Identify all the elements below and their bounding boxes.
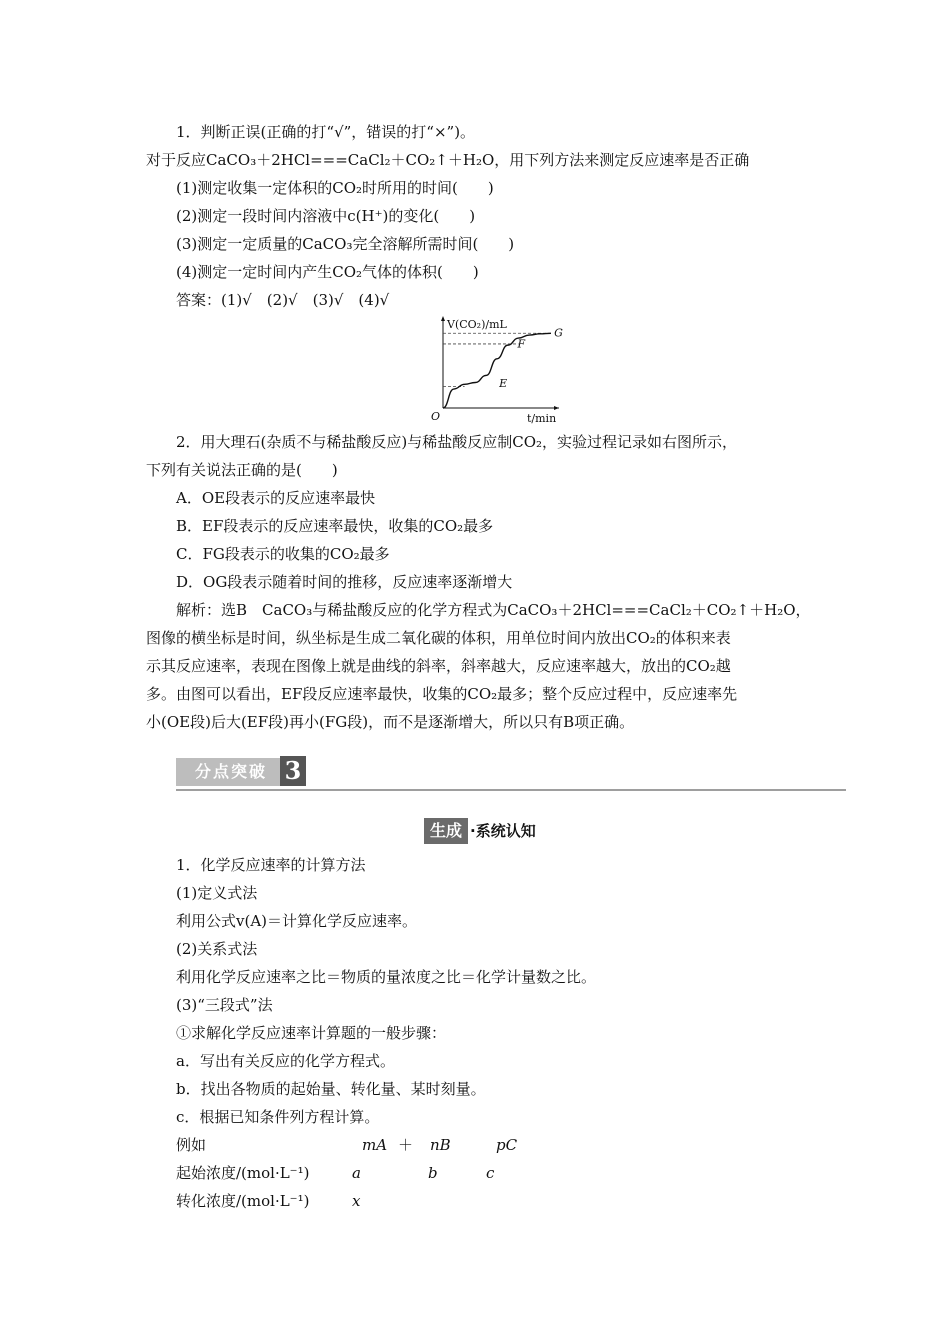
s3-line: 利用公式v(A)＝计算化学反应速率。 (176, 912, 418, 930)
q1-item: (1)测定收集一定体积的CO₂时所用的时间( ) (176, 179, 494, 197)
y-axis-arrow (441, 316, 445, 321)
s3-line: ①求解化学反应速率计算题的一般步骤： (176, 1024, 447, 1042)
point-label-f: F (517, 337, 526, 351)
table-label-example: 例如 (176, 1136, 207, 1154)
table-plus: ＋ (398, 1136, 414, 1154)
s3-line: b．找出各物质的起始量、转化量、某时刻量。 (176, 1080, 486, 1098)
table-change-x: x (352, 1192, 361, 1210)
table-species-nb: nB (430, 1136, 451, 1154)
q2-analysis-line: 小(OE段)后大(EF段)再小(FG段)，而不是逐渐增大，所以只有B项正确。 (146, 713, 635, 731)
co2-curve (443, 333, 551, 408)
q2-analysis-line: 示其反应速率，表现在图像上就是曲线的斜率，斜率越大，反应速率越大，放出的CO₂越 (146, 657, 731, 675)
q2-option-c: C．FG段表示的收集的CO₂最多 (176, 545, 390, 563)
co2-volume-chart (425, 314, 565, 426)
q1-answer: 答案：(1)√ (2)√ (3)√ (4)√ (176, 291, 390, 309)
section-divider (176, 789, 846, 791)
banner-label: 分点突破 (176, 758, 286, 786)
x-axis-label: t/min (527, 412, 557, 425)
q1-item: (2)测定一段时间内溶液中c(H⁺)的变化( ) (176, 207, 476, 225)
q2-analysis-line: 解析：选B CaCO₃与稀盐酸反应的化学方程式为CaCO₃＋2HCl===CaCl₂＋CO₂↑＋H₂O， (176, 601, 811, 619)
table-initial-a: a (352, 1164, 361, 1182)
table-initial-b: b (428, 1164, 438, 1182)
point-label-o: O (431, 410, 441, 423)
s3-line: 利用化学反应速率之比＝物质的量浓度之比＝化学计量数之比。 (176, 968, 597, 986)
q1-title: 1．判断正误(正确的打“√”，错误的打“×”)。 (176, 123, 476, 141)
table-label-change: 转化浓度/(mol·L⁻¹) (176, 1192, 310, 1210)
banner-number: 3 (280, 756, 306, 786)
q1-item: (4)测定一定时间内产生CO₂气体的体积( ) (176, 263, 479, 281)
point-label-g: G (554, 326, 563, 340)
y-axis-label: V(CO₂)/mL (447, 318, 507, 331)
q2-option-d: D．OG段表示随着时间的推移，反应速率逐渐增大 (176, 573, 513, 591)
subheading (424, 818, 536, 844)
q2-analysis-line: 图像的横坐标是时间，纵坐标是生成二氧化碳的体积，用单位时间内放出CO₂的体积来表 (146, 629, 731, 647)
subheading-text: ·系统认知 (470, 822, 536, 840)
q1-item: (3)测定一定质量的CaCO₃完全溶解所需时间( ) (176, 235, 515, 253)
s3-line: 1．化学反应速率的计算方法 (176, 856, 366, 874)
q2-analysis-line: 多。由图可以看出，EF段反应速率最快，收集的CO₂最多；整个反应过程中，反应速率先 (146, 685, 738, 703)
s3-line: a．写出有关反应的化学方程式。 (176, 1052, 395, 1070)
table-label-initial: 起始浓度/(mol·L⁻¹) (176, 1164, 310, 1182)
section-banner (176, 758, 308, 786)
x-axis-arrow (554, 406, 559, 410)
q2-text-line1: 2．用大理石(杂质不与稀盐酸反应)与稀盐酸反应制CO₂，实验过程记录如右图所示， (176, 433, 738, 451)
q1-stem: 对于反应CaCO₃＋2HCl===CaCl₂＋CO₂↑＋H₂O，用下列方法来测定反应速率是否正确 (146, 151, 750, 169)
s3-line: c．根据已知条件列方程计算。 (176, 1108, 380, 1126)
q2-text-line2: 下列有关说法正确的是( ) (146, 461, 338, 479)
subheading-tag: 生成 (424, 818, 468, 844)
table-initial-c: c (486, 1164, 495, 1182)
table-species-pc: pC (496, 1136, 518, 1154)
s3-line: (1)定义式法 (176, 884, 258, 902)
point-label-e: E (499, 377, 508, 391)
q2-option-b: B．EF段表示的反应速率最快，收集的CO₂最多 (176, 517, 494, 535)
table-species-ma: mA (362, 1136, 388, 1154)
q2-option-a: A．OE段表示的反应速率最快 (176, 489, 376, 507)
s3-line: (2)关系式法 (176, 940, 258, 958)
s3-line: (3)“三段式”法 (176, 996, 273, 1014)
